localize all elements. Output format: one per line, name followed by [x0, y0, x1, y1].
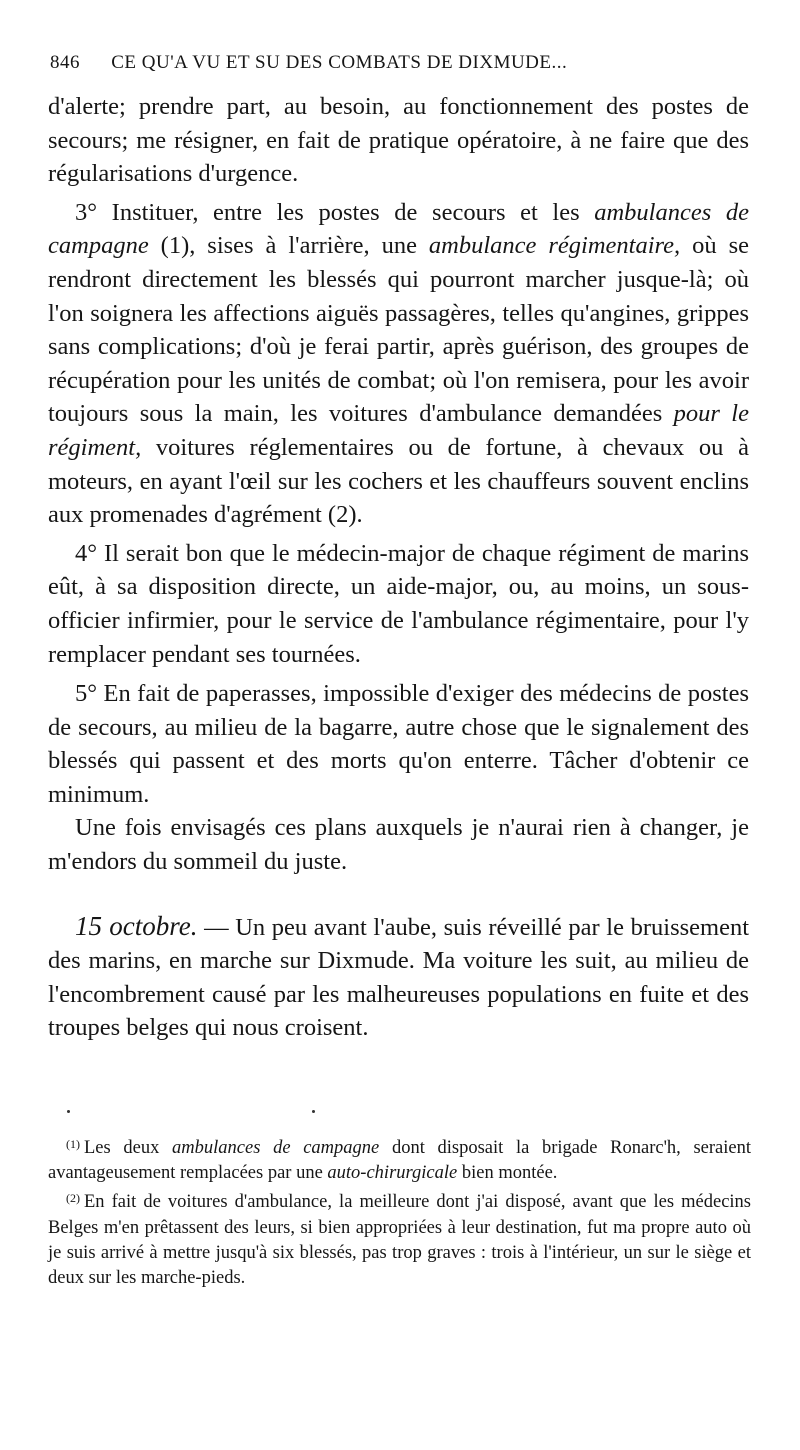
paragraph: 4° Il serait bon que le médecin-major de chaque régiment de marins eût, à sa disposition directe, un aide-major, ou, au moins, un sous-officier infirmier, pour le service de l'ambulance régimentaire, pour l'y remplacer pendant ses tournées.	[48, 539, 749, 668]
text-run: voitures réglementaires ou de fortune, à chevaux ou à moteurs, en ayant l'œil sur les cochers et les chauffeurs souvent enclins aux promenades d'agrément (2).	[48, 433, 749, 529]
footnote-mark: (1)	[66, 1137, 80, 1151]
text-run: Les deux	[84, 1138, 173, 1158]
italic-text: pour le régiment,	[48, 400, 749, 461]
italic-text: ambulances de campagne	[48, 198, 749, 260]
text-run: — Un peu avant l'aube, suis réveillé par le bruissement des marins, en marche sur Dixmude. Ma voiture les suit, au milieu de l'encombrement causé par les malheureuses populations en fuite et des troupes belges qui nous croisent.	[48, 913, 749, 1042]
paragraph: 5° En fait de paperasses, impossible d'exiger des médecins de postes de secours, au milieu de la bagarre, autre chose que le signalement des blessés qui passent et des morts qu'on enterre. Tâcher d'obtenir ce minimum.	[48, 680, 749, 808]
text-run: En fait de voitures d'ambulance, la meilleure dont j'ai disposé, avant que les médecins Belges m'en prêtassent des leurs, si bien appropriées à leur destination, fut ma propre auto où je suis arrivé à mettre jusqu'à six blessés, pas trop graves : trois à l'intérieur, un sur le siège et deux sur les marche-pieds.	[48, 1192, 751, 1289]
italic-text: ambulances de campagne	[172, 1138, 380, 1158]
paragraph: d'alerte; prendre part, au besoin, au fonctionnement des postes de secours; me résigner, en fait de pratique opératoire, à ne faire que des régularisations d'urgence.	[48, 93, 749, 188]
text-run: où se rendront directement les blessés qui pourront marcher jusque-là; où l'on soignera les affections aiguës passagères, telles qu'angines, grippes sans complications; d'où je ferai partir, après guérison, des groupes de récupération pour les unités de combat; où l'on remisera, pour les avoir toujours sous la main, les voitures d'ambulance demandées	[48, 232, 749, 428]
italic-text: auto-chirurgicale	[327, 1163, 458, 1184]
footnote	[48, 1186, 751, 1291]
paragraph	[48, 196, 749, 532]
separator-dot	[312, 1110, 315, 1113]
separator-dot	[67, 1110, 70, 1113]
italic-text: ambulance régimentaire,	[428, 232, 681, 260]
text-run: (1), sises à l'arrière, une	[148, 232, 429, 260]
footnotes	[48, 1132, 751, 1291]
page-number: 846	[50, 52, 80, 73]
body-text	[48, 90, 749, 1045]
date-heading: 15 octobre.	[75, 910, 198, 941]
running-header	[50, 52, 750, 74]
footnote-mark: (2)	[66, 1191, 80, 1206]
text-run: 3° Instituer, entre les postes de secours et les	[75, 198, 595, 226]
footnote	[48, 1132, 751, 1186]
running-title: CE QU'A VU ET SU DES COMBATS DE DIXMUDE...	[111, 52, 568, 73]
paragraph	[48, 910, 749, 1045]
paragraph: Une fois envisagés ces plans auxquels je n'aurai rien à changer, je m'endors du sommeil du juste.	[48, 814, 749, 876]
text-run: dont disposait la brigade Ronarc'h, seraient avantageusement remplacées par une	[48, 1138, 751, 1184]
text-run: bien montée.	[457, 1163, 558, 1184]
